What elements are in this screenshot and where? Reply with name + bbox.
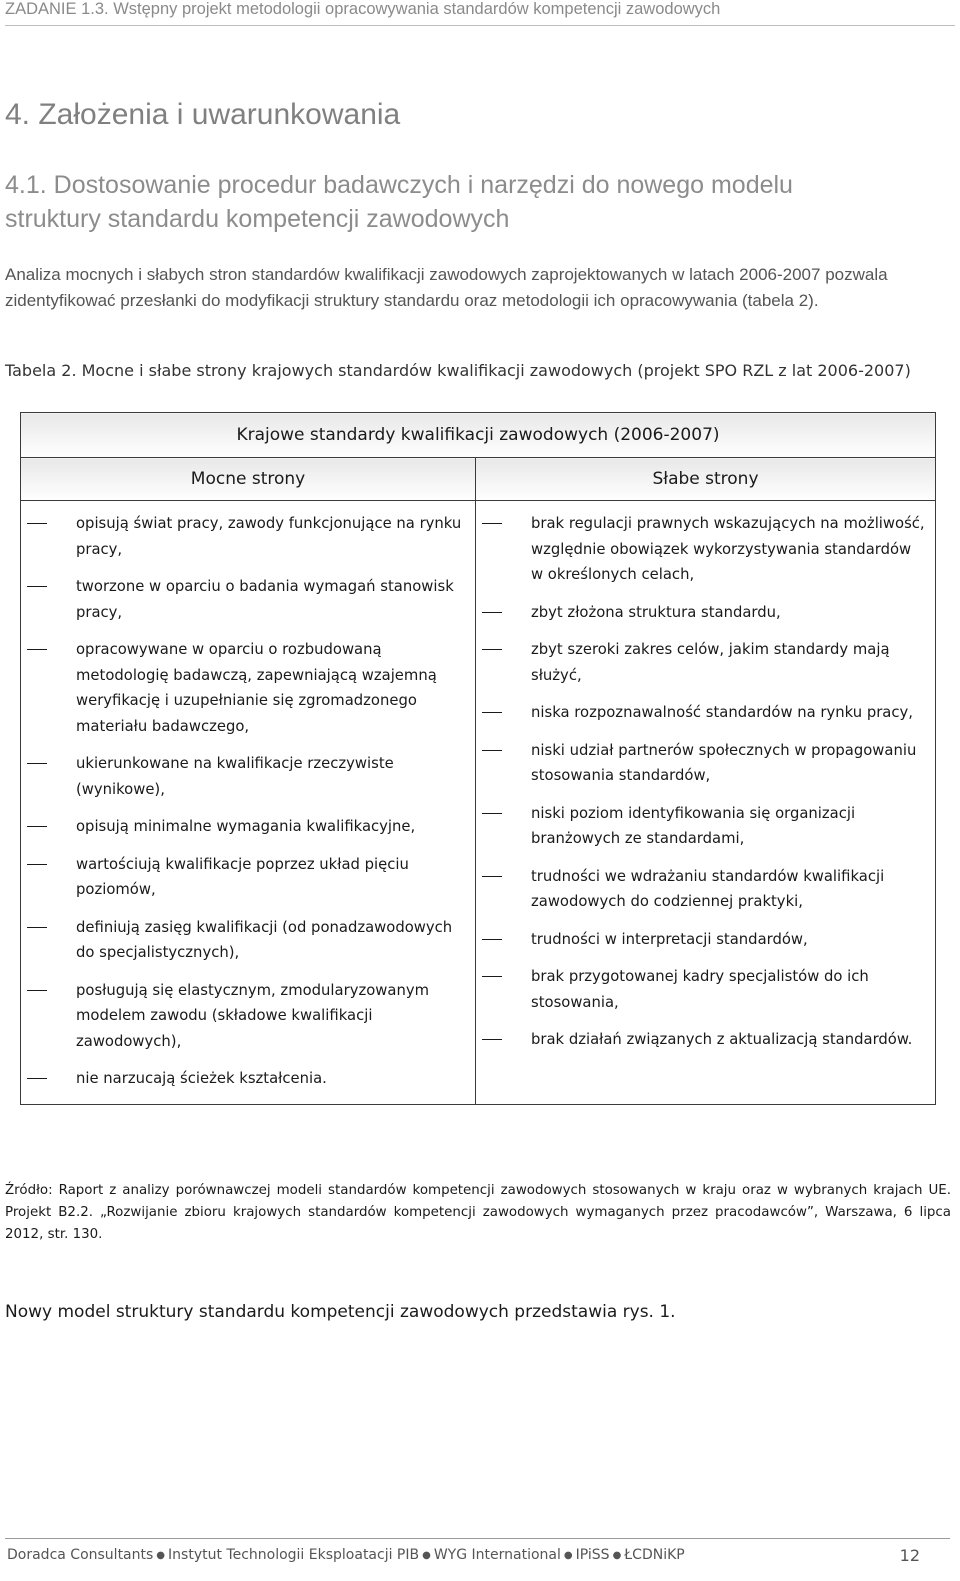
bullet-separator-icon: ● <box>563 1550 573 1561</box>
weakness-item-text: zbyt szeroki zakres celów, jakim standardy mają służyć, <box>531 641 890 684</box>
footer-organization: Doradca Consultants <box>7 1547 154 1563</box>
dash-bullet-icon <box>482 976 502 977</box>
footer-organization: IPiSS <box>575 1547 610 1563</box>
weakness-item <box>476 700 935 726</box>
strength-item-text: opisują minimalne wymagania kwalifikacyjne, <box>76 818 416 835</box>
strength-item-text: posługują się elastycznym, zmodularyzowanym modelem zawodu (składowe kwalifikacji zawodowych), <box>76 981 429 1050</box>
dash-bullet-icon <box>482 750 502 751</box>
strength-item-text: ukierunkowane na kwalifikacje rzeczywiste (wynikowe), <box>76 755 394 798</box>
footer-organization: WYG International <box>433 1547 561 1563</box>
running-header: ZADANIE 1.3. Wstępny projekt metodologii opracowywania standardów kompetencji zawodowych <box>5 0 955 26</box>
strength-item <box>21 852 475 903</box>
weaknesses-cell <box>476 501 936 1105</box>
bullet-separator-icon: ● <box>156 1550 166 1561</box>
dash-bullet-icon <box>27 523 47 524</box>
strength-item-text: opracowywane w oparciu o rozbudowaną metodologię badawczą, zapewniającą wzajemną weryfikację i uzupełnianie się zgromadzonego materiału badawczego, <box>76 641 437 735</box>
strength-item <box>21 814 475 840</box>
dash-bullet-icon <box>27 864 47 865</box>
weakness-item-text: niski poziom identyfikowania się organizacji branżowych ze standardami, <box>531 804 856 847</box>
weakness-item-text: brak działań związanych z aktualizacją standardów. <box>531 1031 913 1048</box>
weakness-item-text: brak regulacji prawnych wskazujących na możliwość, względnie obowiązek wykorzystywania standardów w określonych celach, <box>531 515 925 583</box>
weakness-item <box>476 738 935 789</box>
weakness-item <box>476 864 935 915</box>
dash-bullet-icon <box>27 763 47 764</box>
strength-item-text: tworzone w oparciu o badania wymagań stanowisk pracy, <box>76 578 454 621</box>
dash-bullet-icon <box>482 876 502 877</box>
weakness-item-text: trudności we wdrażaniu standardów kwalifikacji zawodowych do codziennej praktyki, <box>531 867 885 910</box>
dash-bullet-icon <box>27 649 47 650</box>
dash-bullet-icon <box>27 1078 47 1079</box>
footer-organization: Instytut Technologii Eksploatacji PIB <box>168 1547 420 1563</box>
subsection-title: 4.1. Dostosowanie procedur badawczych i narzędzi do nowego modelu struktury standardu kompetencji zawodowych <box>5 171 793 233</box>
dash-bullet-icon <box>482 649 502 650</box>
weakness-item-text: trudności w interpretacji standardów, <box>531 930 808 948</box>
weakness-item <box>476 801 935 852</box>
dash-bullet-icon <box>27 826 47 827</box>
weakness-item <box>476 964 935 1015</box>
weakness-item <box>476 511 935 588</box>
page-number: 12 <box>899 1546 920 1565</box>
strength-item <box>21 637 475 739</box>
weakness-item-text: niski udział partnerów społecznych w propagowaniu stosowania standardów, <box>531 741 917 784</box>
strengths-list <box>21 501 475 1092</box>
table-title: Krajowe standardy kwalifikacji zawodowych (2006-2007) <box>21 413 936 458</box>
dash-bullet-icon <box>27 586 47 587</box>
weakness-item-text: brak przygotowanej kadry specjalistów do ich stosowania, <box>531 968 869 1011</box>
weakness-item <box>476 637 935 688</box>
strength-item-text: definiują zasięg kwalifikacji (od ponadzawodowych do specjalistycznych), <box>76 918 453 961</box>
dash-bullet-icon <box>482 712 502 713</box>
closing-sentence: Nowy model struktury standardu kompetencji zawodowych przedstawia rys. 1. <box>5 1302 676 1322</box>
weakness-item <box>476 927 935 953</box>
strength-item-text: nie narzucają ścieżek kształcenia. <box>76 1070 327 1087</box>
footer-organizations <box>7 1547 685 1563</box>
dash-bullet-icon <box>27 990 47 991</box>
intro-paragraph: Analiza mocnych i słabych stron standardów kwalifikacji zawodowych zaprojektowanych w latach 2006-2007 pozwala zidentyfikować przesłanki do modyfikacji struktury standardu oraz metodologii ich opracowywania (tabela 2). <box>5 265 888 310</box>
strength-item-text: opisują świat pracy, zawody funkcjonujące na rynku pracy, <box>76 515 462 558</box>
dash-bullet-icon <box>482 612 502 613</box>
strength-item <box>21 511 475 562</box>
weakness-item <box>476 600 935 626</box>
strengths-weaknesses-table <box>20 412 936 1105</box>
bullet-separator-icon: ● <box>612 1550 622 1561</box>
dash-bullet-icon <box>27 927 47 928</box>
page-footer <box>5 1538 950 1569</box>
weakness-item <box>476 1027 935 1053</box>
weaknesses-list <box>476 501 935 1053</box>
section-title: 4. Założenia i uwarunkowania <box>5 98 401 131</box>
strengths-header: Mocne strony <box>21 458 476 501</box>
strength-item <box>21 574 475 625</box>
dash-bullet-icon <box>482 939 502 940</box>
dash-bullet-icon <box>482 813 502 814</box>
bullet-separator-icon: ● <box>422 1550 431 1561</box>
strength-item <box>21 978 475 1055</box>
dash-bullet-icon <box>482 523 502 524</box>
source-note: Źródło: Raport z analizy porównawczej modeli standardów kompetencji zawodowych stosowanych w kraju oraz w wybranych krajach UE. Projekt B2.2. „Rozwijanie zbioru krajowych standardów kompetencji zawodowych wymaganych przez pracodawców”, Warszawa, 6 lipca 2012, str. 130. <box>5 1183 951 1242</box>
strengths-cell <box>21 501 476 1105</box>
weakness-item-text: niska rozpoznawalność standardów na rynku pracy, <box>531 704 913 721</box>
weaknesses-header: Słabe strony <box>476 458 936 501</box>
strength-item <box>21 1066 475 1092</box>
footer-organization: ŁCDNiKP <box>624 1547 685 1563</box>
strength-item <box>21 751 475 802</box>
table-caption: Tabela 2. Mocne i słabe strony krajowych standardów kwalifikacji zawodowych (projekt SPO RZL z lat 2006-2007) <box>5 361 911 380</box>
strength-item <box>21 915 475 966</box>
weakness-item-text: zbyt złożona struktura standardu, <box>531 603 781 621</box>
dash-bullet-icon <box>482 1039 502 1040</box>
strength-item-text: wartościują kwalifikacje poprzez układ pięciu poziomów, <box>76 855 409 898</box>
